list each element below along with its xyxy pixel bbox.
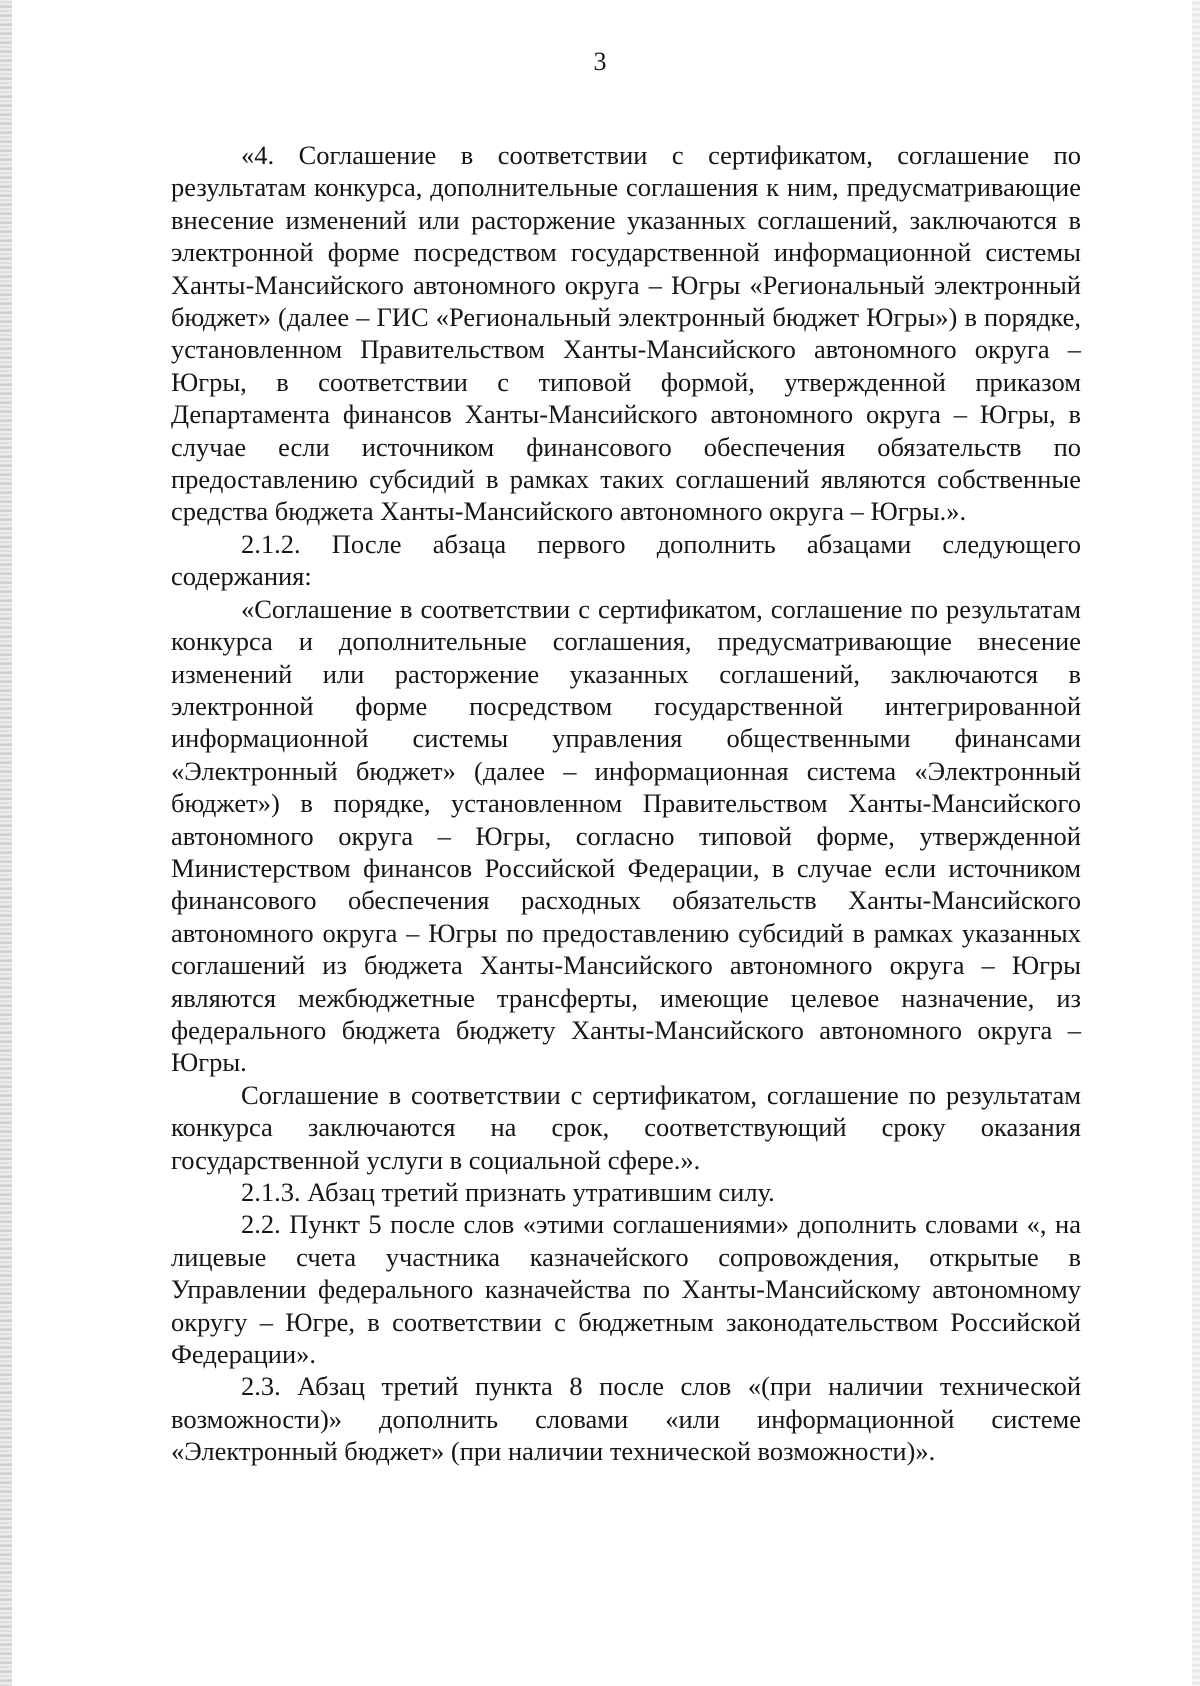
paragraph-item-4: «4. Соглашение в соответствии с сертификатом, соглашение по результатам конкурса, дополнительные соглашения к ним, предусматривающие внесение изменений или расторжение указанных соглашений, заключаются в электронной форме посредством государственной информационной системы Ханты-Мансийского автономного округа – Югры «Региональный электронный бюджет» (далее – ГИС «Региональный электронный бюджет Югры») в порядке, установленном Правительством Ханты-Мансийского автономного округа – Югры, в соответствии с типовой формой, утвержденной приказом Департамента финансов Ханты-Мансийского автономного округа – Югры, в случае если источником финансового обеспечения обязательств по предоставлению субсидий в рамках таких соглашений являются собственные средства бюджета Ханты-Мансийского автономного округа – Югры.».	[171, 140, 1081, 527]
paragraph-2-1-3: 2.1.3. Абзац третий признать утратившим силу.	[241, 1177, 775, 1207]
scan-edge-right	[1192, 0, 1200, 1686]
paragraph-2-3: 2.3. Абзац третий пункта 8 после слов «(при наличии технической возможности)» дополнить словами «или информационной системе «Электронный бюджет» (при наличии технической возможности)».	[171, 1371, 1081, 1467]
scan-edge-left	[0, 0, 12, 1686]
paragraph-agreement-term: Соглашение в соответствии с сертификатом, соглашение по результатам конкурса заключаются на срок, соответствующий сроку оказания государственной услуги в социальной сфере.».	[171, 1079, 1081, 1175]
page-number: 3	[593, 47, 607, 76]
paragraph-quoted-agreement: «Соглашение в соответствии с сертификатом, соглашение по результатам конкурса и дополнительные соглашения, предусматривающие внесение изменений или расторжение указанных соглашений, заключаются в электронной форме посредством государственной интегрированной информационной системы управления общественными финансами «Электронный бюджет» (далее – информационная система «Электронный бюджет») в порядке, установленном Правительством Ханты-Мансийского автономного округа – Югры, согласно типовой форме, утвержденной Министерством финансов Российской Федерации, в случае если источником финансового обеспечения расходных обязательств Ханты-Мансийского автономного округа – Югры по предоставлению субсидий в рамках указанных соглашений из бюджета Ханты-Мансийского автономного округа – Югры являются межбюджетные трансферты, имеющие целевое назначение, из федерального бюджета бюджету Ханты-Мансийского автономного округа – Югры.	[171, 593, 1081, 1078]
paragraph-2-2: 2.2. Пункт 5 после слов «этими соглашениями» дополнить словами «, на лицевые счета участника казначейского сопровождения, открытые в Управлении федерального казначейства по Ханты-Мансийскому автономному округу – Югре, в соответствии с бюджетным законодательством Российской Федерации».	[171, 1209, 1081, 1370]
paragraph-2-1-2: 2.1.2. После абзаца первого дополнить абзацами следующего содержания:	[171, 528, 1081, 592]
document-body	[171, 139, 1081, 1468]
